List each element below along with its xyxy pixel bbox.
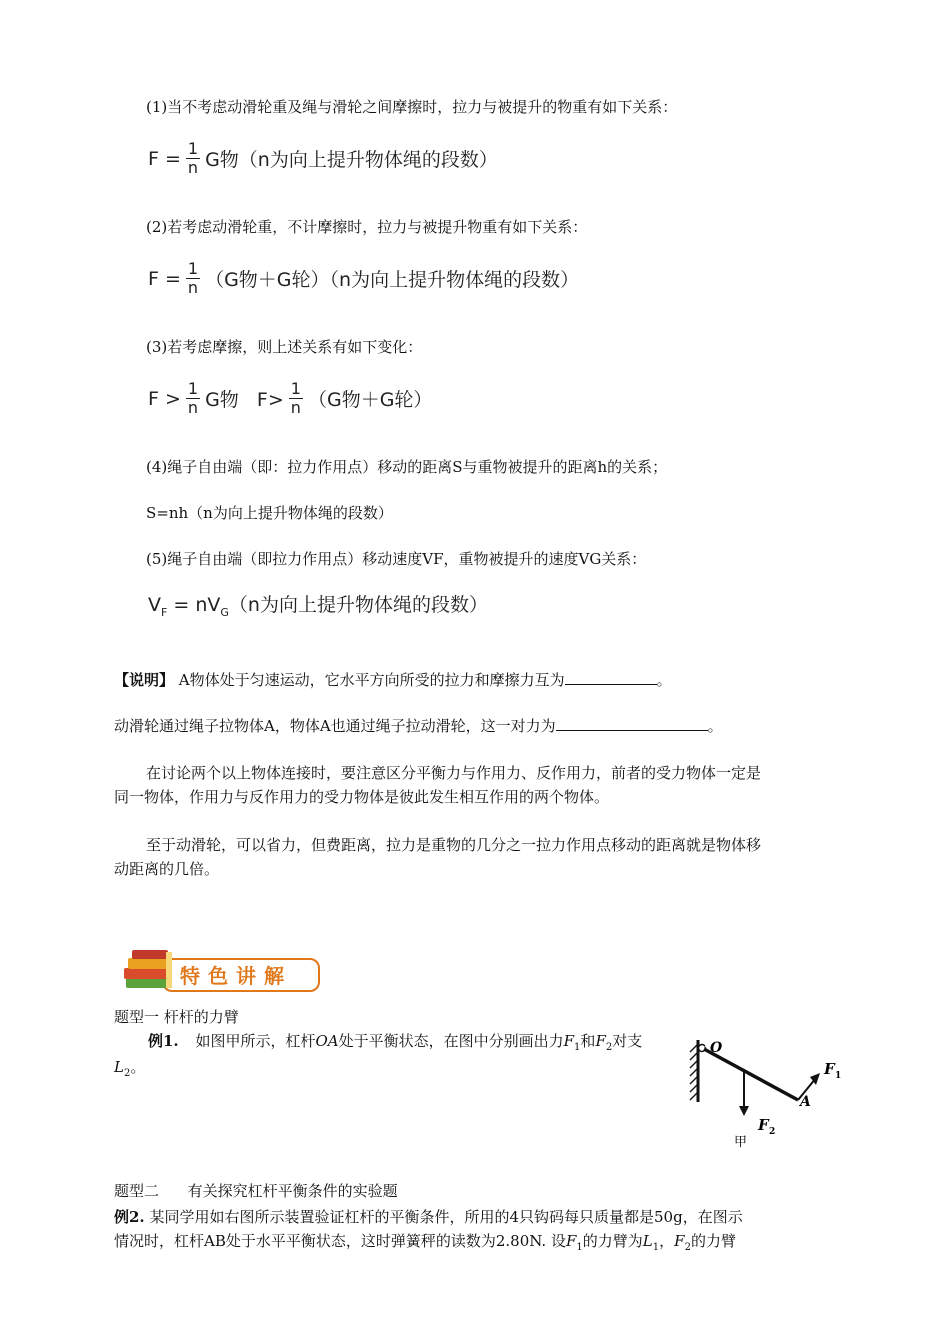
example-2-line-2d: 的力臂 (690, 1232, 736, 1250)
example-2-line-2c: ， (659, 1232, 675, 1250)
item-4-text: (4)绳子自由端（即：拉力作用点）移动的距离S与重物被提升的距离h的关系； (146, 458, 668, 476)
label-f2: F (758, 1116, 769, 1134)
formula-2-lhs: F = (148, 267, 181, 290)
note-line-1-end: 。 (656, 671, 672, 689)
label-f1: F (824, 1060, 835, 1078)
note-line-2 (114, 714, 723, 737)
example-1-f2: F (595, 1032, 606, 1050)
item-4-relation: S=nh（n为向上提升物体绳的段数） (146, 504, 393, 522)
example-1-f1: F (563, 1032, 575, 1050)
note-line-2-text: 动滑轮通过绳子拉物体A，物体A也通过绳子拉动滑轮，这一对力为 (114, 717, 556, 735)
note-line-1 (114, 668, 672, 691)
lever-figure (684, 1040, 850, 1158)
label-f2-sub: 2 (769, 1127, 776, 1137)
example-2-line-2 (114, 1230, 736, 1259)
note-blank-1[interactable] (565, 668, 657, 685)
formula-3-denominator-b: n (290, 398, 301, 417)
example-2-f1: F (565, 1232, 577, 1250)
example-1-and: 和 (580, 1032, 596, 1050)
formula-1 (148, 140, 498, 177)
label-a: A (800, 1094, 811, 1110)
formula-2 (148, 260, 579, 297)
formula-1-numerator: 1 (187, 139, 199, 158)
label-o: O (710, 1040, 723, 1056)
formula-5-vsub: F (161, 605, 168, 619)
formula-3-rhs: （G物＋G轮） (307, 389, 433, 411)
note-line-1-text: A物体处于匀速运动，它水平方向所受的拉力和摩擦力互为 (174, 671, 565, 689)
example-1-tail: 对支 (612, 1032, 643, 1050)
figure-caption: 甲 (734, 1135, 748, 1150)
lever-oa (704, 1049, 798, 1100)
example-1-oa: OA (315, 1032, 339, 1050)
formula-5-eq: = nV (167, 594, 221, 616)
example-1-line (148, 1030, 642, 1059)
formula-1-rhs: G物（n为向上提升物体绳的段数） (205, 149, 498, 171)
note-para-1a: 在讨论两个以上物体连接时，要注意区分平衡力与作用力、反作用力，前者的受力物体一定是 (146, 764, 762, 782)
example-1-l2: L (114, 1058, 124, 1076)
example-1-l2sub: 2 (123, 1068, 131, 1079)
example-2-f2sub: 2 (684, 1242, 691, 1253)
formula-3-numerator-a: 1 (187, 379, 199, 398)
item-2-text: (2)若考虑动滑轮重，不计摩擦时，拉力与被提升物重有如下关系： (146, 218, 588, 236)
f2-arrowhead (739, 1106, 749, 1116)
formula-1-denominator: n (187, 158, 199, 177)
section-banner (120, 948, 320, 996)
example-2-f1sub: 1 (576, 1242, 583, 1253)
example-2-l1: L (642, 1232, 653, 1250)
formula-3-denominator-a: n (187, 398, 199, 417)
section-1-title: 题型一 杆杆的力臂 (114, 1008, 239, 1026)
formula-3-lhs: F > (148, 387, 181, 410)
formula-5-rhs: （n为向上提升物体绳的段数） (228, 594, 488, 616)
formula-3-fraction-a (186, 380, 200, 417)
note-para-2b: 动距离的几倍。 (114, 860, 220, 878)
formula-3-fraction-b (289, 380, 303, 417)
formula-5-v: V (148, 594, 161, 616)
formula-1-lhs: F = (148, 147, 181, 170)
example-2-line-2b: 的力臂为 (582, 1232, 643, 1250)
example-2-line-2a: 情况时，杠杆AB处于水平平衡状态，这时弹簧秤的读数为2.80N. 设 (114, 1232, 566, 1250)
formula-2-rhs: （G物＋G轮）（n为向上提升物体绳的段数） (205, 269, 580, 291)
example-2-label: 例2. (114, 1208, 145, 1226)
banner-title: 特色讲解 (180, 964, 292, 988)
item-1-text: (1)当不考虑动滑轮重及绳与滑轮之间摩擦时，拉力与被提升的物重有如下关系： (146, 98, 678, 116)
example-2-line-1-text: 某同学用如右图所示装置验证杠杆的平衡条件，所用的4只钩码每只质量都是50g，在图示 (149, 1208, 743, 1226)
example-1-line-2 (114, 1056, 145, 1085)
formula-3-numerator-b: 1 (290, 379, 301, 398)
item-3-text: (3)若考虑摩擦，则上述关系有如下变化： (146, 338, 423, 356)
example-1-l2end: 。 (130, 1058, 146, 1076)
note-line-2-end: 。 (707, 717, 723, 735)
example-1-text: 如图甲所示，杠杆 (195, 1032, 316, 1050)
note-para-2a: 至于动滑轮，可以省力，但费距离，拉力是重物的几分之一拉力作用点移动的距离就是物体移 (146, 836, 762, 854)
formula-2-fraction (186, 260, 200, 297)
example-1-label: 例1. (148, 1032, 179, 1050)
formula-3 (148, 380, 432, 417)
formula-5 (148, 590, 488, 619)
formula-3-mid: G物 F> (205, 389, 284, 411)
example-1-f2sub: 2 (605, 1042, 613, 1053)
section-2-title: 题型二 有关探究杠杆平衡条件的实验题 (114, 1182, 398, 1200)
example-1-mid: 处于平衡状态，在图中分别画出力 (338, 1032, 564, 1050)
example-2-l1sub: 1 (652, 1242, 660, 1253)
item-5-text: (5)绳子自由端（即拉力作用点）移动速度VF，重物被提升的速度VG关系： (146, 550, 647, 568)
example-2-f2: F (674, 1232, 685, 1250)
note-label: 【说明】 (114, 671, 175, 689)
formula-5-gsub: G (220, 605, 229, 619)
formula-1-fraction (186, 140, 200, 177)
note-blank-2[interactable] (556, 714, 708, 731)
label-f1-sub: 1 (835, 1071, 842, 1081)
example-1-f1sub: 1 (574, 1042, 581, 1053)
example-2-line-1 (114, 1206, 743, 1228)
formula-2-numerator: 1 (187, 259, 199, 278)
formula-2-denominator: n (187, 278, 199, 297)
note-para-1b: 同一物体，作用力与反作用力的受力物体是彼此发生相互作用的两个物体。 (114, 788, 610, 806)
